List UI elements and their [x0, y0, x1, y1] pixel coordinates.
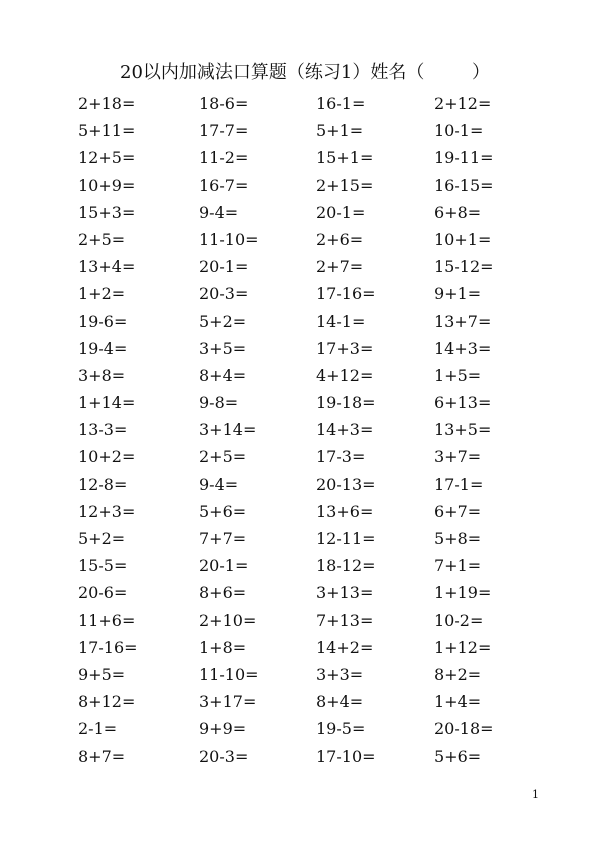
math-problem: 4+12= — [316, 365, 374, 385]
math-problem: 15-12= — [434, 257, 494, 277]
math-problem: 18-12= — [316, 556, 376, 576]
math-problem: 19-4= — [78, 338, 128, 358]
math-problem: 19-5= — [316, 719, 366, 739]
math-problem: 10-1= — [434, 121, 484, 141]
math-problem: 8+2= — [434, 664, 482, 684]
math-problem: 9-4= — [199, 202, 239, 222]
math-problem: 13+5= — [434, 420, 492, 440]
math-problem: 17-10= — [316, 746, 376, 766]
math-problem: 2+6= — [316, 229, 364, 249]
math-problem: 5+1= — [316, 121, 364, 141]
math-problem: 16-1= — [316, 94, 366, 113]
math-problem: 2-1= — [78, 719, 118, 739]
name-blank-close-paren: ） — [472, 62, 490, 83]
math-problem: 17-16= — [316, 284, 376, 304]
math-problem: 8+12= — [78, 692, 136, 712]
math-problem: 8+6= — [199, 583, 247, 603]
math-problem: 5+11= — [78, 121, 136, 141]
math-problem: 3+17= — [199, 692, 257, 712]
math-problem: 3+8= — [78, 365, 126, 385]
math-problem: 1+4= — [434, 692, 482, 712]
math-problem: 20-1= — [199, 257, 249, 277]
math-problem: 16-7= — [199, 175, 249, 195]
math-problem: 14+2= — [316, 637, 374, 657]
math-problem: 1+12= — [434, 637, 492, 657]
math-problem: 15+3= — [78, 202, 136, 222]
math-problem: 1+5= — [434, 365, 482, 385]
math-problem: 17-1= — [434, 474, 484, 494]
math-problem: 8+4= — [199, 365, 247, 385]
math-problem: 12-11= — [316, 529, 376, 548]
math-problem: 20-3= — [199, 284, 249, 304]
math-problem: 19-6= — [78, 311, 128, 331]
math-problem: 2+5= — [78, 229, 126, 249]
math-problem: 11-10= — [199, 229, 259, 249]
math-problem: 10+2= — [78, 447, 136, 467]
math-problem: 11-2= — [199, 148, 249, 168]
math-problem: 7+13= — [316, 610, 374, 630]
math-problem: 12-8= — [78, 474, 128, 494]
math-problem: 11+6= — [78, 610, 136, 630]
math-problem: 12+3= — [78, 501, 136, 521]
math-problem: 5+8= — [434, 529, 482, 548]
math-problem: 8+7= — [78, 746, 126, 766]
math-problem: 5+2= — [78, 529, 126, 548]
math-problem: 2+10= — [199, 610, 257, 630]
math-problem: 13+4= — [78, 257, 136, 277]
problem-grid — [78, 90, 544, 770]
math-problem: 2+18= — [78, 94, 136, 113]
math-problem: 9+1= — [434, 284, 482, 304]
math-problem: 1+2= — [78, 284, 126, 304]
math-problem: 17-3= — [316, 447, 366, 467]
math-problem: 20-18= — [434, 719, 494, 739]
math-problem: 14+3= — [434, 338, 492, 358]
math-problem: 13-3= — [78, 420, 128, 440]
math-problem: 9+5= — [78, 664, 126, 684]
math-problem: 5+2= — [199, 311, 247, 331]
math-problem: 20-3= — [199, 746, 249, 766]
math-problem: 2+12= — [434, 94, 492, 113]
math-problem: 14-1= — [316, 311, 366, 331]
math-problem: 12+5= — [78, 148, 136, 168]
math-problem: 1+19= — [434, 583, 492, 603]
math-problem: 16-15= — [434, 175, 494, 195]
math-problem: 1+14= — [78, 393, 136, 413]
math-problem: 17-16= — [78, 637, 138, 657]
math-problem: 10+9= — [78, 175, 136, 195]
math-problem: 8+4= — [316, 692, 364, 712]
math-problem: 3+5= — [199, 338, 247, 358]
math-problem: 5+6= — [434, 746, 482, 766]
math-problem: 2+7= — [316, 257, 364, 277]
math-problem: 20-1= — [316, 202, 366, 222]
math-problem: 7+7= — [199, 529, 247, 548]
math-problem: 9-4= — [199, 474, 239, 494]
math-problem: 11-10= — [199, 664, 259, 684]
math-problem: 6+8= — [434, 202, 482, 222]
math-problem: 7+1= — [434, 556, 482, 576]
page-number: 1 — [532, 788, 539, 801]
math-problem: 19-11= — [434, 148, 494, 168]
math-problem: 20-1= — [199, 556, 249, 576]
math-problem: 20-6= — [78, 583, 128, 603]
math-problem: 3+3= — [316, 664, 364, 684]
math-problem: 3+7= — [434, 447, 482, 467]
math-problem: 6+7= — [434, 501, 482, 521]
math-problem: 2+15= — [316, 175, 374, 195]
math-problem: 10-2= — [434, 610, 484, 630]
math-problem: 3+13= — [316, 583, 374, 603]
math-problem: 19-18= — [316, 393, 376, 413]
math-problem: 15-5= — [78, 556, 128, 576]
math-problem: 13+7= — [434, 311, 492, 331]
title-text: 20以内加减法口算题（练习1）姓名（ — [120, 62, 425, 83]
math-problem: 9-8= — [199, 393, 239, 413]
math-problem: 10+1= — [434, 229, 492, 249]
math-problem: 13+6= — [316, 501, 374, 521]
math-problem: 18-6= — [199, 94, 249, 113]
math-problem: 5+6= — [199, 501, 247, 521]
math-problem: 20-13= — [316, 474, 376, 494]
math-problem: 9+9= — [199, 719, 247, 739]
math-problem: 1+8= — [199, 637, 247, 657]
math-problem: 17-7= — [199, 121, 249, 141]
math-problem: 15+1= — [316, 148, 374, 168]
math-problem: 3+14= — [199, 420, 257, 440]
math-problem: 6+13= — [434, 393, 492, 413]
math-problem: 14+3= — [316, 420, 374, 440]
math-problem: 17+3= — [316, 338, 374, 358]
math-problem: 2+5= — [199, 447, 247, 467]
